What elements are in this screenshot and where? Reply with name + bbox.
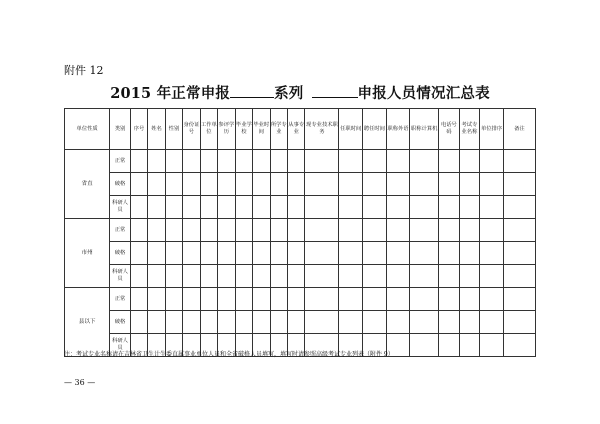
column-header: 类别: [110, 109, 131, 150]
empty-cell: [503, 242, 535, 265]
empty-cell: [130, 219, 147, 242]
page-number: — 36 —: [64, 378, 96, 387]
empty-cell: [339, 242, 363, 265]
empty-cell: [288, 150, 305, 173]
empty-cell: [253, 219, 270, 242]
empty-cell: [480, 173, 504, 196]
empty-cell: [480, 242, 504, 265]
empty-cell: [480, 150, 504, 173]
empty-cell: [183, 265, 200, 288]
empty-cell: [288, 196, 305, 219]
empty-cell: [218, 173, 235, 196]
empty-cell: [386, 196, 410, 219]
empty-cell: [235, 288, 252, 311]
empty-cell: [288, 173, 305, 196]
empty-cell: [410, 173, 439, 196]
empty-cell: [200, 150, 217, 173]
empty-cell: [183, 242, 200, 265]
empty-cell: [386, 311, 410, 334]
empty-cell: [200, 311, 217, 334]
empty-cell: [503, 173, 535, 196]
empty-cell: [148, 242, 165, 265]
empty-cell: [148, 219, 165, 242]
empty-cell: [410, 219, 439, 242]
empty-cell: [165, 265, 182, 288]
empty-cell: [480, 265, 504, 288]
empty-cell: [305, 265, 339, 288]
empty-cell: [363, 311, 387, 334]
empty-cell: [270, 196, 287, 219]
empty-cell: [235, 242, 252, 265]
category-cell: 科研人员: [110, 265, 131, 288]
empty-cell: [200, 173, 217, 196]
empty-cell: [200, 242, 217, 265]
empty-cell: [339, 173, 363, 196]
category-cell: 破格: [110, 242, 131, 265]
category-cell: 科研人员: [110, 196, 131, 219]
empty-cell: [165, 242, 182, 265]
empty-cell: [183, 173, 200, 196]
unit-type-cell: 县以下: [65, 288, 110, 357]
empty-cell: [253, 265, 270, 288]
empty-cell: [459, 288, 480, 311]
table-body: [65, 150, 536, 357]
column-header: 序号: [130, 109, 147, 150]
empty-cell: [183, 219, 200, 242]
empty-cell: [235, 150, 252, 173]
empty-cell: [235, 196, 252, 219]
empty-cell: [305, 173, 339, 196]
empty-cell: [235, 219, 252, 242]
empty-cell: [386, 265, 410, 288]
column-header: 聘任时间: [363, 109, 387, 150]
table-row: [65, 219, 536, 242]
empty-cell: [253, 196, 270, 219]
empty-cell: [218, 242, 235, 265]
empty-cell: [339, 150, 363, 173]
empty-cell: [218, 311, 235, 334]
empty-cell: [459, 242, 480, 265]
empty-cell: [183, 196, 200, 219]
empty-cell: [270, 150, 287, 173]
page-title: [64, 82, 536, 103]
column-header: 现专业技术职务: [305, 109, 339, 150]
table-row: [65, 242, 536, 265]
empty-cell: [130, 288, 147, 311]
empty-cell: [386, 173, 410, 196]
empty-cell: [386, 288, 410, 311]
empty-cell: [459, 196, 480, 219]
empty-cell: [410, 196, 439, 219]
empty-cell: [439, 265, 460, 288]
empty-cell: [503, 334, 535, 357]
empty-cell: [363, 150, 387, 173]
empty-cell: [480, 196, 504, 219]
empty-cell: [386, 150, 410, 173]
empty-cell: [503, 219, 535, 242]
column-header: 电话号码: [439, 109, 460, 150]
empty-cell: [363, 265, 387, 288]
column-header: 职称外语: [386, 109, 410, 150]
empty-cell: [235, 173, 252, 196]
empty-cell: [439, 173, 460, 196]
empty-cell: [183, 150, 200, 173]
summary-table: [64, 108, 536, 357]
empty-cell: [410, 265, 439, 288]
unit-type-cell: 省直: [65, 150, 110, 219]
empty-cell: [235, 311, 252, 334]
column-header: 毕业学校: [235, 109, 252, 150]
empty-cell: [503, 196, 535, 219]
empty-cell: [288, 219, 305, 242]
empty-cell: [386, 219, 410, 242]
empty-cell: [130, 265, 147, 288]
unit-type-cell: 市州: [65, 219, 110, 288]
empty-cell: [235, 265, 252, 288]
empty-cell: [218, 265, 235, 288]
empty-cell: [305, 219, 339, 242]
empty-cell: [183, 288, 200, 311]
empty-cell: [218, 288, 235, 311]
empty-cell: [363, 288, 387, 311]
column-header: 单位排序: [480, 109, 504, 150]
table-header-row: [65, 109, 536, 150]
column-header: 考试专业名称: [459, 109, 480, 150]
empty-cell: [253, 311, 270, 334]
empty-cell: [305, 196, 339, 219]
empty-cell: [305, 150, 339, 173]
table-row: [65, 311, 536, 334]
column-header: 姓名: [148, 109, 165, 150]
empty-cell: [439, 219, 460, 242]
empty-cell: [218, 219, 235, 242]
empty-cell: [148, 173, 165, 196]
category-cell: 破格: [110, 311, 131, 334]
empty-cell: [480, 334, 504, 357]
column-header: 工作单位: [200, 109, 217, 150]
empty-cell: [439, 242, 460, 265]
footnote: 注：考试专业名称请在吉林省卫生计生委直属事业单位人员和全省破格人员填写，填写时请参照高级考试专业列表（附件 9）: [64, 351, 394, 358]
empty-cell: [339, 219, 363, 242]
empty-cell: [503, 265, 535, 288]
column-header: 单位性质: [65, 109, 110, 150]
empty-cell: [503, 150, 535, 173]
table-row: [65, 173, 536, 196]
empty-cell: [459, 219, 480, 242]
empty-cell: [459, 334, 480, 357]
empty-cell: [165, 150, 182, 173]
empty-cell: [165, 311, 182, 334]
empty-cell: [439, 334, 460, 357]
column-header: 毕业时间: [253, 109, 270, 150]
table-row: [65, 196, 536, 219]
category-cell: 科研人员: [110, 334, 131, 357]
title-part-year: 2015 年正常申报: [110, 85, 231, 102]
empty-cell: [288, 242, 305, 265]
empty-cell: [410, 150, 439, 173]
empty-cell: [148, 288, 165, 311]
empty-cell: [386, 242, 410, 265]
empty-cell: [165, 196, 182, 219]
empty-cell: [148, 311, 165, 334]
empty-cell: [270, 219, 287, 242]
empty-cell: [459, 311, 480, 334]
empty-cell: [288, 311, 305, 334]
empty-cell: [459, 173, 480, 196]
empty-cell: [165, 288, 182, 311]
empty-cell: [305, 288, 339, 311]
title-blank-series: [230, 84, 274, 98]
empty-cell: [363, 196, 387, 219]
empty-cell: [270, 311, 287, 334]
column-header: 备注: [503, 109, 535, 150]
empty-cell: [130, 242, 147, 265]
empty-cell: [218, 150, 235, 173]
empty-cell: [480, 311, 504, 334]
title-part-series: 系列: [274, 85, 304, 102]
empty-cell: [363, 219, 387, 242]
empty-cell: [503, 288, 535, 311]
empty-cell: [339, 196, 363, 219]
empty-cell: [253, 150, 270, 173]
empty-cell: [165, 219, 182, 242]
table-row: [65, 150, 536, 173]
empty-cell: [459, 150, 480, 173]
empty-cell: [183, 311, 200, 334]
empty-cell: [410, 242, 439, 265]
empty-cell: [270, 173, 287, 196]
empty-cell: [130, 150, 147, 173]
table-row: [65, 288, 536, 311]
empty-cell: [439, 311, 460, 334]
empty-cell: [410, 288, 439, 311]
empty-cell: [439, 196, 460, 219]
column-header: 所学专业: [270, 109, 287, 150]
column-header: 身份证号: [183, 109, 200, 150]
column-header: 从事专业: [288, 109, 305, 150]
empty-cell: [439, 288, 460, 311]
empty-cell: [439, 150, 460, 173]
title-part-summary: 申报人员情况汇总表: [357, 85, 490, 102]
empty-cell: [253, 288, 270, 311]
empty-cell: [459, 265, 480, 288]
empty-cell: [165, 173, 182, 196]
attachment-label: 附件 12: [64, 64, 104, 77]
empty-cell: [130, 311, 147, 334]
column-header: 性别: [165, 109, 182, 150]
empty-cell: [130, 196, 147, 219]
empty-cell: [200, 265, 217, 288]
empty-cell: [130, 173, 147, 196]
empty-cell: [200, 196, 217, 219]
empty-cell: [218, 196, 235, 219]
empty-cell: [270, 288, 287, 311]
category-cell: 正常: [110, 288, 131, 311]
empty-cell: [480, 288, 504, 311]
category-cell: 破格: [110, 173, 131, 196]
column-header: 参评学历: [218, 109, 235, 150]
empty-cell: [410, 311, 439, 334]
empty-cell: [305, 311, 339, 334]
empty-cell: [200, 219, 217, 242]
table-row: [65, 265, 536, 288]
empty-cell: [148, 150, 165, 173]
empty-cell: [363, 242, 387, 265]
title-blank-name: [312, 84, 358, 98]
category-cell: 正常: [110, 219, 131, 242]
empty-cell: [363, 173, 387, 196]
empty-cell: [503, 311, 535, 334]
empty-cell: [148, 265, 165, 288]
empty-cell: [339, 288, 363, 311]
empty-cell: [200, 288, 217, 311]
empty-cell: [270, 265, 287, 288]
empty-cell: [288, 265, 305, 288]
empty-cell: [288, 288, 305, 311]
empty-cell: [305, 242, 339, 265]
empty-cell: [253, 173, 270, 196]
empty-cell: [148, 196, 165, 219]
column-header: 任职时间: [339, 109, 363, 150]
empty-cell: [270, 242, 287, 265]
empty-cell: [480, 219, 504, 242]
category-cell: 正常: [110, 150, 131, 173]
empty-cell: [339, 265, 363, 288]
empty-cell: [410, 334, 439, 357]
empty-cell: [339, 311, 363, 334]
column-header: 职称计算机: [410, 109, 439, 150]
empty-cell: [253, 242, 270, 265]
